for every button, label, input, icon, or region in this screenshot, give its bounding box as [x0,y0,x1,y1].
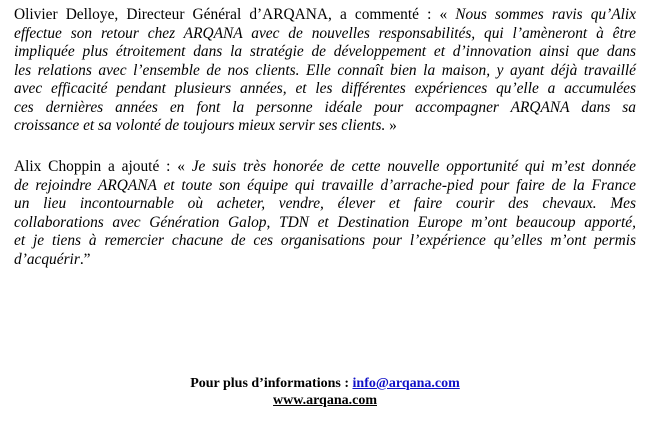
text-italic: Nous sommes ravis qu’Alix [455,6,636,23]
text-italic: un lieu incontournable où acheter, vendre, élever et faire courir des chevaux. Mes [14,195,636,212]
contact-label: Pour plus d’informations : [190,376,353,391]
contact-line [0,375,650,392]
text-line [14,43,636,62]
text-italic: Je suis très honorée de cette nouvelle opportunité qui m’est donnée [191,158,637,175]
text-italic: ces dernières années en font la personne idéale pour accompagner ARQANA dans sa [14,98,636,116]
text-italic: collaborations avec Génération Galop, TDN et Destination Europe m’ont beaucoup apporté, [14,213,636,231]
text-italic: de rejoindre ARQANA et toute son équipe qui travaille d’arrache-pied pour faire de la France [14,176,636,194]
email-link[interactable]: info@arqana.com [352,376,460,391]
text-line [14,251,636,270]
website-link[interactable]: www.arqana.com [273,393,377,408]
text-line [14,195,636,214]
paragraph-delloye-quote [14,6,636,136]
text-line [14,80,636,99]
text-plain: Olivier Delloye, Directeur Général d’ARQANA, a commenté : « [14,6,456,23]
text-italic: et je tiens à remercier chacune de ces organisations pour l’expérience qu’elles m’ont permis [14,232,636,249]
text-italic: les relations avec l’ensemble de nos clients. Elle connaît bien la maison, y ayant déjà travaillé [14,61,636,79]
website-line [0,392,650,409]
text-line [14,117,636,136]
text-line [14,62,636,81]
text-plain: .” [79,250,91,268]
text-plain: Alix Choppin a ajouté : « [14,158,192,175]
text-line [14,6,636,25]
text-italic: impliquée plus étroitement dans la stratégie de développement et d’innovation ainsi que dans [14,43,636,60]
text-line [14,158,636,177]
text-line [14,25,636,44]
paragraph-choppin-quote [14,158,636,269]
text-line [14,99,636,118]
text-italic: avec efficacité pendant plusieurs années, et les différentes expériences qu’elle a accumulées [14,80,636,97]
text-italic: d’acquérir [14,250,80,268]
text-italic: croissance et sa volonté de toujours mieux servir ses clients. [14,117,386,134]
text-italic: effectue son retour chez ARQANA avec de nouvelles responsabilités, qui l’amèneront à être [14,24,636,42]
text-line [14,232,636,251]
text-line [14,177,636,196]
text-plain: » [385,117,397,134]
text-line [14,214,636,233]
